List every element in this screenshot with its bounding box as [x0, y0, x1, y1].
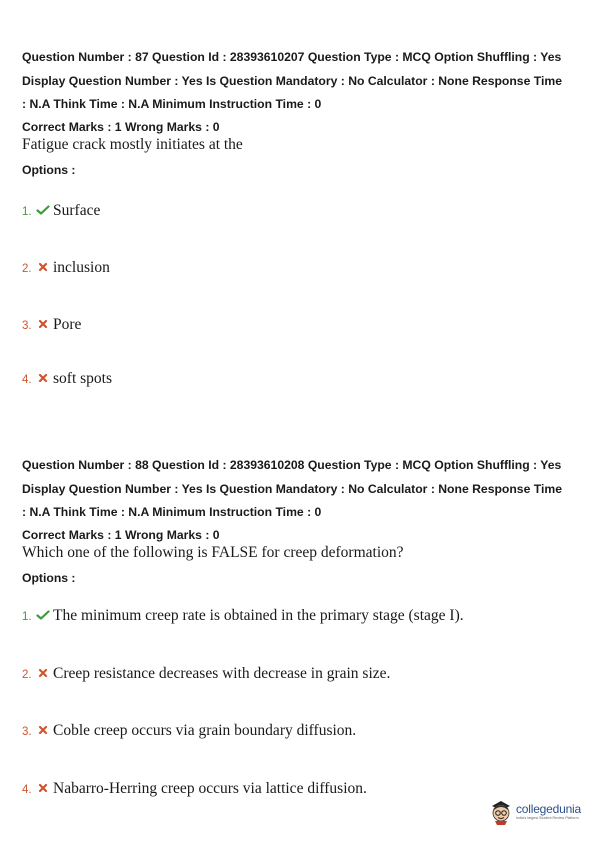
- question-text: Fatigue crack mostly initiates at the: [22, 135, 243, 153]
- cross-icon: [36, 262, 50, 272]
- question-text: Which one of the following is FALSE for creep deformation?: [22, 543, 404, 561]
- option-number: 1.: [22, 206, 32, 218]
- question-meta-line: Question Number : 87 Question Id : 28393610207 Question Type : MCQ Option Shuffling : Yes: [22, 50, 562, 64]
- option-4: [22, 780, 367, 798]
- option-number: 2.: [22, 263, 32, 275]
- option-text: The minimum creep rate is obtained in the primary stage (stage I).: [53, 607, 464, 624]
- question-meta-line: Question Number : 88 Question Id : 28393610208 Question Type : MCQ Option Shuffling : Yes: [22, 458, 562, 472]
- option-number: 3.: [22, 320, 32, 332]
- option-number: 2.: [22, 669, 32, 681]
- option-3: [22, 316, 81, 334]
- options-label: Options :: [22, 162, 76, 177]
- option-text: Creep resistance decreases with decrease in grain size.: [53, 665, 391, 682]
- cross-icon: [36, 668, 50, 678]
- option-text: Pore: [53, 316, 82, 333]
- marks-line: Correct Marks : 1 Wrong Marks : 0: [22, 527, 220, 542]
- collegedunia-logo: [489, 798, 581, 826]
- option-2: [22, 259, 110, 277]
- cross-icon: [36, 725, 50, 735]
- logo-tagline: India's largest Student Review Platform: [516, 816, 579, 820]
- question-block-88: [22, 454, 582, 797]
- option-text: Coble creep occurs via grain boundary diffusion.: [53, 722, 357, 739]
- cross-icon: [36, 373, 50, 383]
- option-3: [22, 722, 356, 740]
- option-1: [22, 202, 100, 220]
- question-meta-line: : N.A Think Time : N.A Minimum Instruction Time : 0: [22, 97, 322, 111]
- logo-name: collegedunia: [516, 802, 581, 816]
- option-text: Nabarro-Herring creep occurs via lattice diffusion.: [53, 780, 367, 797]
- question-meta-line: Display Question Number : Yes Is Question Mandatory : No Calculator : None Response Time: [22, 73, 562, 88]
- options-label: Options :: [22, 570, 76, 585]
- student-mascot-icon: [489, 798, 513, 826]
- option-text: soft spots: [53, 370, 112, 387]
- option-number: 1.: [22, 611, 32, 623]
- option-4: [22, 370, 112, 388]
- check-icon: [36, 610, 50, 620]
- option-number: 4.: [22, 784, 32, 796]
- cross-icon: [36, 319, 50, 329]
- option-text: inclusion: [53, 259, 110, 276]
- question-meta-line: : N.A Think Time : N.A Minimum Instruction Time : 0: [22, 505, 322, 519]
- cross-icon: [36, 783, 50, 793]
- question-meta-line: Display Question Number : Yes Is Question Mandatory : No Calculator : None Response Time: [22, 481, 562, 496]
- option-2: [22, 665, 390, 683]
- question-block-87: [22, 46, 582, 387]
- option-text: Surface: [53, 202, 101, 219]
- option-1: [22, 607, 464, 625]
- option-number: 4.: [22, 374, 32, 386]
- check-icon: [36, 205, 50, 215]
- option-number: 3.: [22, 726, 32, 738]
- marks-line: Correct Marks : 1 Wrong Marks : 0: [22, 119, 220, 134]
